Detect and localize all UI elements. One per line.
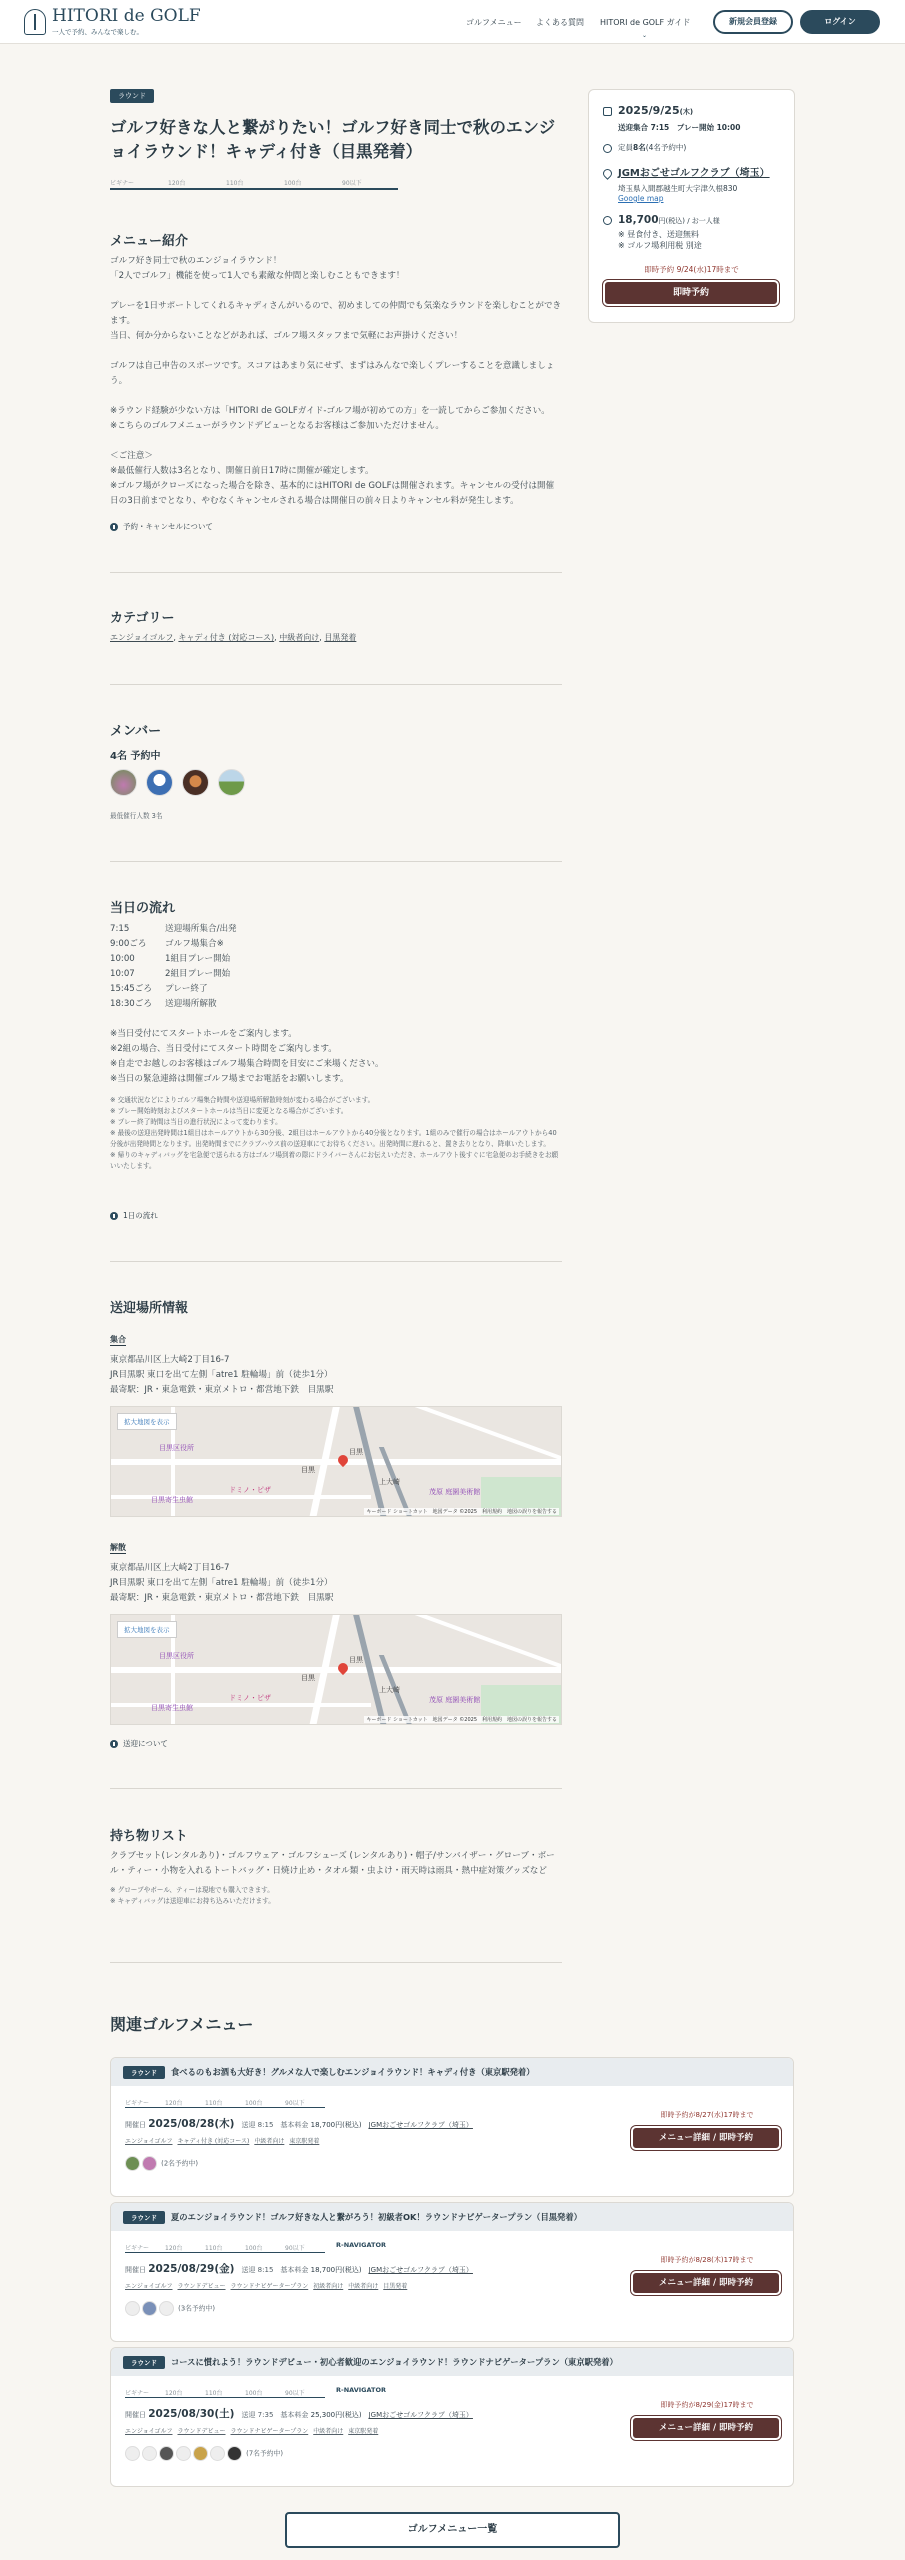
course-link[interactable]: JGMおごせゴルフクラブ（埼玉）: [368, 2411, 473, 2419]
level-bar: ビギナー 120台 110台 100台 90以下: [125, 2098, 325, 2108]
calendar-icon: [603, 107, 612, 116]
course-link[interactable]: JGMおごせゴルフクラブ（埼玉）: [368, 2121, 473, 2129]
info-icon: [110, 523, 118, 531]
member-avatars: [110, 769, 247, 796]
price-notes: ※ 昼食付き、送迎無料 ※ ゴルフ場利用税 別途: [618, 230, 702, 250]
items-list: クラブセット(レンタルあり)・ゴルフウェア・ゴルフシューズ (レンタルあり)・帽子/サンバイザー・グローブ・ボール・ティー・小物を入れるトートバッグ・日焼け止め・タオル類・虫よけ・雨天時は雨具・熱中症対策グッズなど: [110, 1851, 555, 1876]
avatar: [159, 2301, 174, 2316]
site-header: [0, 0, 905, 44]
menu-detail-button[interactable]: メニュー詳細 / 即時予約: [631, 2126, 781, 2150]
cancel-policy-link[interactable]: 予約・キャンセルについて: [110, 521, 213, 532]
avatar: [218, 769, 245, 796]
pickup-heading: 送迎場所情報: [110, 1301, 189, 1316]
divider: [110, 1261, 562, 1262]
avatar: [176, 2446, 191, 2461]
avatar: [227, 2446, 242, 2461]
category-link[interactable]: キャディ付き (対応コース): [178, 633, 275, 642]
items-notes: ※ グローブやボール、ティーは現地でも購入できます。 ※ キャディバッグは送迎車にお持ち込みいただけます。: [110, 1886, 275, 1905]
leave-address: 東京都品川区上大崎2丁目16-7 JR目黒駅 東口を出て左側「atre1 駐輪場」前（徒歩1分） 最寄駅：JR・東急電鉄・東京メトロ・都営地下鉄 目黒駅: [110, 1563, 334, 1603]
meet-label: 集合: [110, 1335, 126, 1344]
nav-faq[interactable]: よくある質問: [536, 18, 584, 27]
menu-detail-button[interactable]: メニュー詳細 / 即時予約: [631, 2416, 781, 2440]
category-heading: カテゴリー: [110, 611, 175, 626]
related-card[interactable]: ラウンド 食べるのもお酒も大好き！グルメな人で楽しむエンジョイラウンド！キャディ付き（東京駅発着） ビギナー 120台 110台 100台 90以下 開催日 2025/08/28(木) 送迎 8:15 基本料金 18,700円(税込) JGMおごせゴルフクラブ（埼玉） エンジョイゴルフ キャディ付き (対応コース) 中級者向け 東京駅発着 (2名予約中) 即時予約が8/27(水)17時まで メニュー詳細 / 即時予約: [110, 2057, 794, 2197]
avatar: [159, 2446, 174, 2461]
divider: [110, 1962, 562, 1963]
google-map-link[interactable]: Google map: [618, 194, 664, 203]
flow-notes: ※当日受付にてスタートホールをご案内します。 ※2組の場合、当日受付にてスタート時間をご案内します。 ※自走でお越しのお客様はゴルフ場集合時間を目安にご来場ください。 ※当日の緊急連絡は開催ゴルフ場までお電話をお願いします。: [110, 1029, 384, 1084]
related-heading: 関連ゴルフメニュー: [110, 2015, 254, 2034]
logo-tagline: 一人で予約、みんなで楽しむ。: [52, 28, 143, 36]
day-flow-link[interactable]: 1日の流れ: [110, 1210, 158, 1221]
category-list: エンジョイゴルフ, キャディ付き (対応コース), 中級者向け, 目黒発着: [110, 633, 357, 642]
pickup-link[interactable]: 送迎について: [110, 1738, 168, 1749]
menu-heading: メニュー紹介: [110, 234, 189, 249]
category-link[interactable]: エンジョイゴルフ: [110, 633, 174, 642]
course-link[interactable]: JGMおごせゴルフクラブ（埼玉）: [368, 2266, 473, 2274]
category-badge: ラウンド: [110, 89, 154, 103]
info-icon: [110, 1212, 118, 1220]
flow-heading: 当日の流れ: [110, 901, 176, 916]
avatar: [146, 769, 173, 796]
avatar: [125, 2446, 140, 2461]
booking-sidebar: [588, 89, 795, 323]
event-times: 送迎集合 7:15 プレー開始 10:00: [618, 123, 741, 132]
site-logo[interactable]: [24, 8, 201, 36]
avatar: [142, 2301, 157, 2316]
leave-label: 解散: [110, 1543, 126, 1552]
min-participants: 最低催行人数 3名: [110, 812, 163, 820]
event-date: 2025/9/25(木): [603, 104, 693, 117]
flow-schedule: 7:15 送迎場所集合/出発 9:00ごろ ゴルフ場集合※ 10:00 1組目プレー開始 10:07 2組目プレー開始 15:45ごろ プレー終了 18:30ごろ 送迎場所解散: [110, 924, 237, 1009]
category-link[interactable]: 目黒発着: [324, 633, 357, 642]
expand-map-link[interactable]: 拡大地図を表示: [117, 1413, 177, 1430]
flow-fine-print: ※ 交通状況などによりゴルフ場集合時間や送迎場所解散時刻が変わる場合がございます。 ※ プレー開始時刻およびスタートホールは当日に変更となる場合がございます。 ※ プレー終了時間は当日の進行状況によって変わります。 ※ 最後の送迎出発時間は1組目はホールアウトから30分後、2組目はホールアウトから40分後となります。1組のみで催行の場合はホールアウトから40分後が出発時間となります。出発時間までにクラブハウス前の送迎車にてお待ちください。出発時間に遅れると、置き去りとなり、降車いたします。 ※ 帰りのキャディバッグを宅急便で送られる方はゴルフ場到着の際にドライバーさんにお伝えいただき、ホールアウト後すぐに宅急便のお手続きをお願いいたします。: [110, 1096, 559, 1170]
related-card[interactable]: ラウンド 夏のエンジョイラウンド！ゴルフ好きな人と繋がろう！初級者OK！ラウンドナビゲータープラン（目黒発着） ビギナー 120台 110台 100台 90以下 R-NAVIGATOR 開催日 2025/08/29(金) 送迎 8:15 基本料金 18,700円(税込) JGMおごせゴルフクラブ（埼玉） エンジョイゴルフ ラウンドデビュー ラウンドナビゲータープラン 初級者向け 中級者向け 目黒発着 (3名予約中) 即時予約が8/28(木)17時まで メニュー詳細 / 即時予約: [110, 2202, 794, 2342]
menu-detail-button[interactable]: メニュー詳細 / 即時予約: [631, 2271, 781, 2295]
avatar: [210, 2446, 225, 2461]
avatar: [142, 2156, 157, 2171]
avatar: [142, 2446, 157, 2461]
avatar: [110, 769, 137, 796]
level-bar: ビギナー 120台 110台 100台 90以下: [125, 2243, 325, 2253]
menu-list-button[interactable]: ゴルフメニュー一覧: [285, 2512, 620, 2548]
login-button[interactable]: ログイン: [800, 10, 880, 34]
divider: [110, 684, 562, 685]
related-card[interactable]: ラウンド コースに慣れよう！ラウンドデビュー・初心者歓迎のエンジョイラウンド！ラウンドナビゲータープラン（東京駅発着） ビギナー 120台 110台 100台 90以下 R-NAVIGATOR 開催日 2025/08/30(土) 送迎 7:35 基本料金 25,300円(税込) JGMおごせゴルフクラブ（埼玉） エンジョイゴルフ ラウンドデビュー ラウンドナビゲータープラン 中級者向け 東京駅発着 (7名予約中) 即時予約が8/29(金)17時まで メニュー詳細 / 即時予約: [110, 2347, 794, 2487]
meet-map[interactable]: 拡大地図を表示 目黒区役所 目黒寄生虫館 目黒 ドミノ・ピザ 目黒 上大崎 茂原 庭園美術館 キーボード ショートカット 地図データ ©2025 利用規約 地図の誤りを報告する: [110, 1406, 562, 1517]
nav-guide[interactable]: HITORI de GOLF ガイド: [600, 18, 691, 27]
logo-name: HITORI de GOLF: [52, 6, 201, 26]
capacity: 定員8名(4名予約中): [603, 142, 686, 153]
navigator-badge: R-NAVIGATOR: [336, 2241, 387, 2249]
items-heading: 持ち物リスト: [110, 1829, 188, 1844]
golf-bag-icon: [24, 9, 46, 35]
avatar: [193, 2446, 208, 2461]
info-icon: [110, 1740, 118, 1748]
page-title: ゴルフ好きな人と繋がりたい！ゴルフ好き同士で秋のエンジョイラウンド！キャディ付き（目黒発着）: [110, 118, 556, 161]
member-count: 4名 予約中: [110, 751, 161, 762]
expand-map-link[interactable]: 拡大地図を表示: [117, 1621, 177, 1638]
instant-reserve-button[interactable]: 即時予約: [603, 280, 779, 306]
divider: [110, 1788, 562, 1789]
leave-map[interactable]: 拡大地図を表示 目黒区役所 目黒寄生虫館 目黒 ドミノ・ピザ 目黒 上大崎 茂原 庭園美術館 キーボード ショートカット 地図データ ©2025 利用規約 地図の誤りを報告する: [110, 1614, 562, 1725]
nav-golf-menu[interactable]: ゴルフメニュー: [466, 18, 522, 27]
divider: [110, 861, 562, 862]
navigator-badge: R-NAVIGATOR: [336, 2386, 387, 2394]
chevron-down-icon: ⌄: [642, 32, 648, 39]
related-title[interactable]: 夏のエンジョイラウンド！ゴルフ好きな人と繋がろう！初級者OK！ラウンドナビゲータープラン（目黒発着）: [171, 2212, 582, 2222]
location-pin-icon: [601, 167, 614, 180]
related-title[interactable]: 食べるのもお酒も大好き！グルメな人で楽しむエンジョイラウンド！キャディ付き（東京駅発着）: [171, 2067, 535, 2077]
divider: [110, 572, 562, 573]
members-heading: メンバー: [110, 724, 162, 739]
course-address: 埼玉県入間郡越生町大字津久根830: [618, 184, 738, 193]
meet-address: 東京都品川区上大崎2丁目16-7 JR目黒駅 東口を出て左側「atre1 駐輪場」前（徒歩1分） 最寄駅：JR・東急電鉄・東京メトロ・都営地下鉄 目黒駅: [110, 1355, 334, 1395]
reservation-deadline: 即時予約 9/24(水)17時まで: [644, 265, 739, 274]
avatar: [182, 769, 209, 796]
yen-icon: [603, 216, 612, 225]
level-bar: ビギナー 120台 110台 100台 90以下: [125, 2388, 325, 2398]
level-bar: ビギナー 120台 110台 100台 90以下: [110, 178, 398, 190]
register-button[interactable]: 新規会員登録: [713, 10, 793, 34]
related-title[interactable]: コースに慣れよう！ラウンドデビュー・初心者歓迎のエンジョイラウンド！ラウンドナビゲータープラン（東京駅発着）: [171, 2357, 618, 2367]
avatar: [125, 2156, 140, 2171]
menu-description: ゴルフ好き同士で秋のエンジョイラウンド！ 「2人でゴルフ」機能を使って1人でも素敵な仲間と楽しむこともできます！ プレーを1日サポートしてくれるキャディさんがいるので、初めましての仲間でも気楽なラウンドを楽しむことができます。 当日、何か分からないことなどがあれば、ゴルフ場スタッフまで気軽にお声掛けください！ ゴルフは自己申告のスポーツです。スコアはあまり気にせず、まずはみんなで楽しくプレーすることを意識しましょう。 ※ラウンド経験が少ない方は「HITORI de GOLFガイド-ゴルフ場が初めての方」を一読してからご参加ください。 ※こちらのゴルフメニューがラウンドデビューとなるお客様はご参加いただけません。 ＜ご注意＞ ※最低催行人数は3名となり、開催日前日17時に開催が確定します。 ※ゴルフ場がクローズになった場合を除き、基本的にはHITORI de GOLFは開催されます。キャンセルの受付は開催日の3日前までとなり、やむなくキャンセルされる場合は開催日の前々日よりキャンセル料が発生します。: [110, 256, 562, 506]
course-name[interactable]: JGMおごせゴルフクラブ（埼玉）: [603, 164, 770, 179]
avatar: [125, 2301, 140, 2316]
price: 18,700円(税込) / お一人様: [603, 214, 720, 226]
category-link[interactable]: 中級者向け: [279, 633, 320, 642]
people-icon: [603, 144, 612, 153]
